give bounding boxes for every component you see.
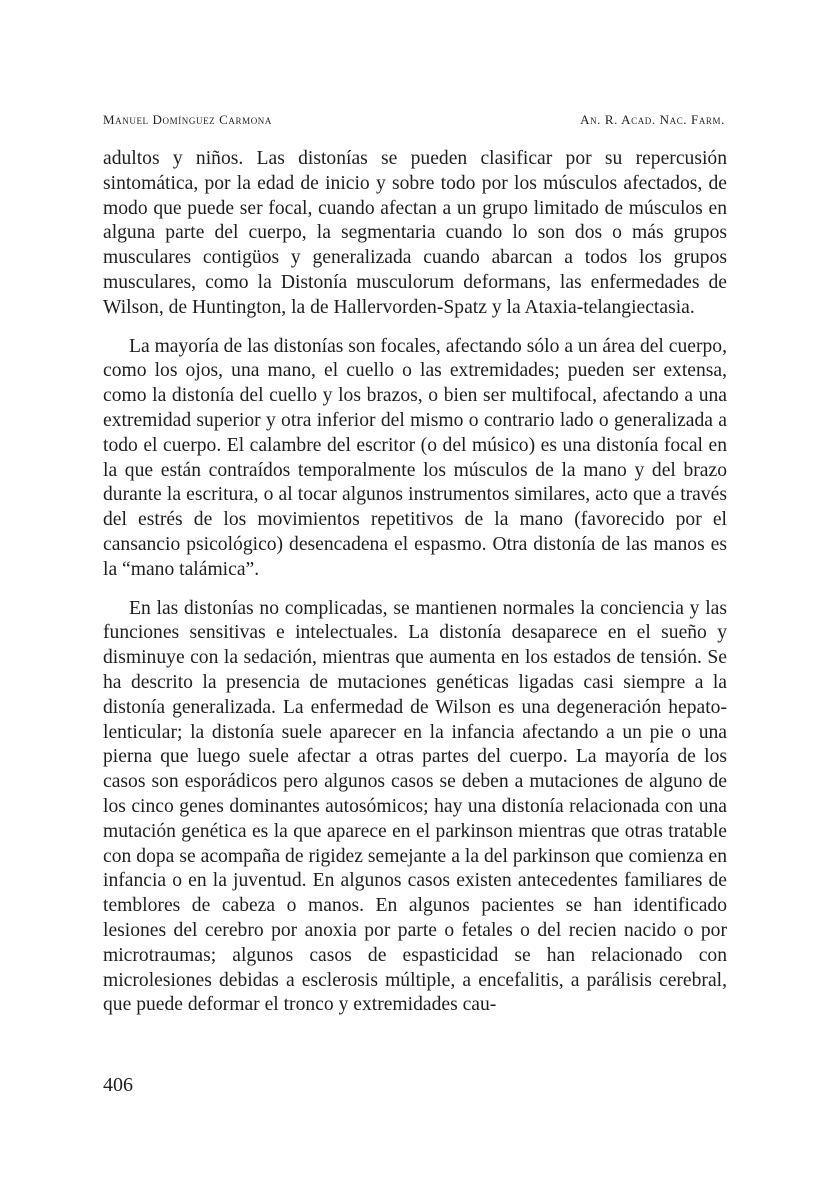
header-journal: An. R. Acad. Nac. Farm. bbox=[580, 112, 725, 127]
paragraph: En las distonías no complicadas, se mantienen normales la conciencia y las funciones sensitivas e intelectuales. La distonía desaparece en el sueño y disminuye con la sedación, mientras que aumenta en los estados de tensión. Se ha descrito la presencia de mutaciones genéticas ligadas casi siempre a la distonía generalizada. La enfermedad de Wilson es una degeneración hepato-lenticular; la distonía suele aparecer en la infancia afectando a un pie o una pierna que luego suele afectar a otras partes del cuerpo. La mayoría de los casos son esporádicos pero algunos casos se deben a mutaciones de alguno de los cinco genes dominantes autosómicos; hay una distonía relacionada con una mutación genética es la que aparece en el parkinson mientras que otras tratable con dopa se acompaña de rigidez semejante a la del parkinson que comienza en infancia o en la juventud. En algunos casos existen antecedentes familiares de temblores de cabeza o manos. En algunos pacientes se han identificado lesiones del cerebro por anoxia por parte o fetales o del recien nacido o por microtraumas; algunos casos de espasticidad se han relacionado con microlesiones debidas a esclerosis múltiple, a encefalitis, a parálisis cerebral, que puede deformar el tronco y extremidades cau- bbox=[103, 597, 727, 1016]
body-text bbox=[103, 147, 727, 1032]
page-number: 406 bbox=[103, 1074, 133, 1096]
header-author: Manuel Domínguez Carmona bbox=[103, 112, 273, 127]
paragraph: adultos y niños. Las distonías se pueden clasificar por su repercusión sintomática, por la edad de inicio y sobre todo por los músculos afectados, de modo que puede ser focal, cuando afectan a un grupo limitado de músculos en alguna parte del cuerpo, la segmentaria cuando lo son dos o más grupos musculares contigüos y generalizada cuando abarcan a todos los grupos musculares, como la Distonía musculorum deformans, las enfermedades de Wilson, de Huntington, la de Hallervorden-Spatz y la Ataxia-telangiectasia. bbox=[103, 148, 727, 318]
paragraph: La mayoría de las distonías son focales, afectando sólo a un área del cuerpo, como los ojos, una mano, el cuello o las extremidades; pueden ser extensa, como la distonía del cuello y los brazos, o bien ser multifocal, afectando a una extremidad superior y otra inferior del mismo o contrario lado o generalizada a todo el cuerpo. El calambre del escritor (o del músico) es una distonía focal en la que están contraídos temporalmente los músculos de la mano y del brazo durante la escritura, o al tocar algunos instrumentos similares, acto que a través del estrés de los movimientos repetitivos de la mano (favorecido por el cansancio psicológico) desencadena el espasmo. Otra distonía de las manos es la “mano talámica”. bbox=[103, 335, 727, 580]
running-header bbox=[103, 112, 725, 132]
